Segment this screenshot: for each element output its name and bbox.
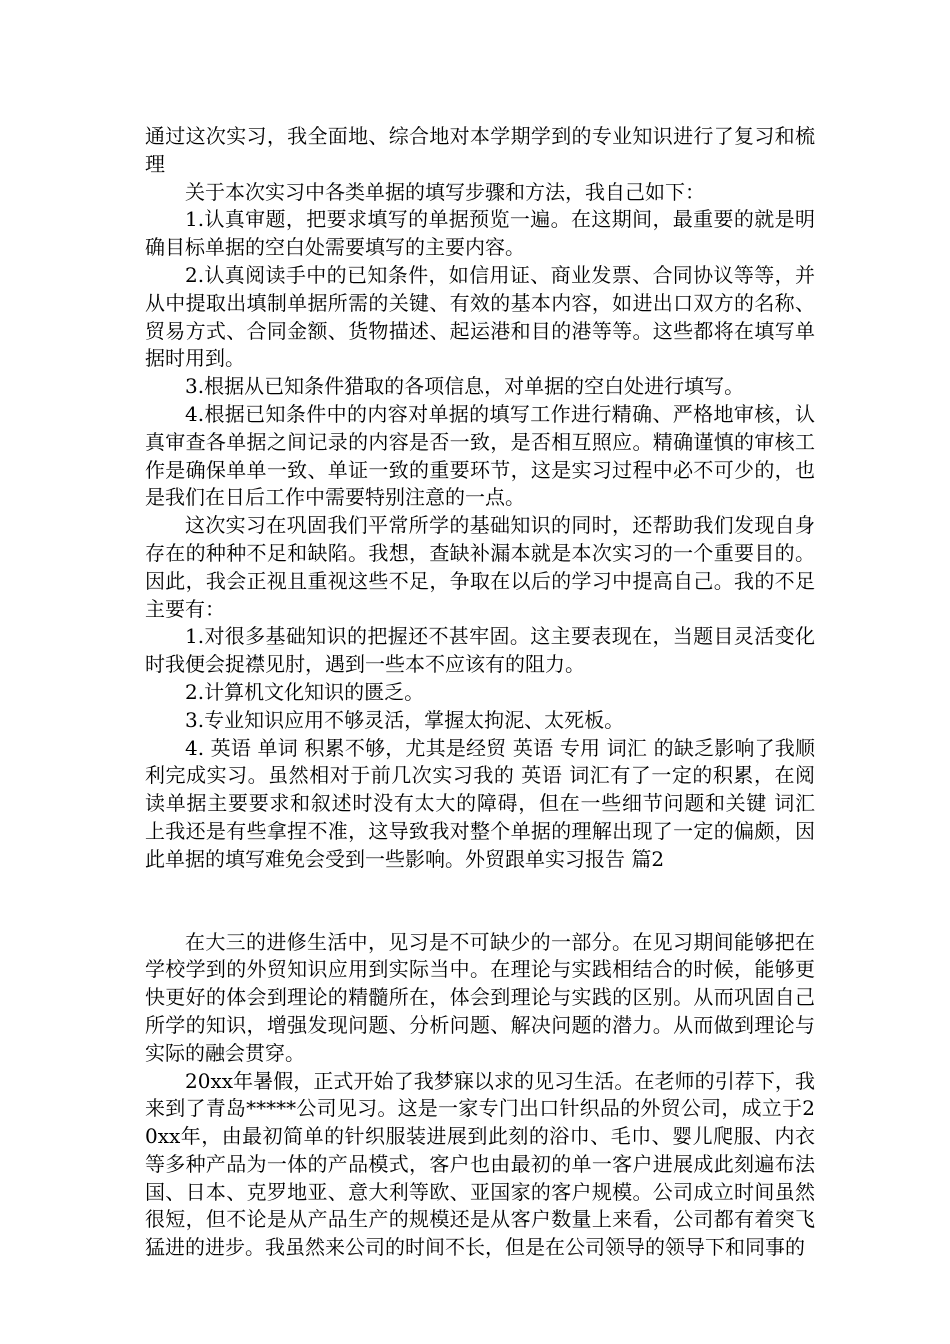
paragraph-shortcomings-intro: 这次实习在巩固我们平常所学的基础知识的同时，还帮助我们发现自身存在的种种不足和缺陷。我想，查缺补漏本就是本次实习的一个重要目的。因此，我会正视且重视这些不足，争取在以后的学习中提高自己。我的不足主要有： bbox=[145, 513, 815, 621]
paragraph-shortcoming-1: 1.对很多基础知识的把握还不甚牢固。这主要表现在，当题目灵活变化时我便会捉襟见肘，遇到一些本不应该有的阻力。 bbox=[145, 624, 815, 677]
paragraph-internship-intro: 在大三的进修生活中，见习是不可缺少的一部分。在见习期间能够把在学校学到的外贸知识应用到实际当中。在理论与实践相结合的时候，能够更快更好的体会到理论的精髓所在，体会到理论与实践的区别。从而巩固自己所学的知识，增强发现问题、分析问题、解决问题的潜力。从而做到理论与实际的融会贯穿。 bbox=[145, 929, 815, 1065]
paragraph-method-heading: 关于本次实习中各类单据的填写步骤和方法，我自己如下： bbox=[185, 179, 705, 204]
section-2 bbox=[145, 929, 815, 1263]
paragraph-intro: 通过这次实习，我全面地、综合地对本学期学到的专业知识进行了复习和梳理 bbox=[145, 124, 815, 176]
paragraph-shortcoming-2: 2.计算机文化知识的匮乏。 bbox=[185, 679, 425, 704]
section-spacer bbox=[145, 874, 815, 929]
paragraph-step-1: 1.认真审题，把要求填写的单据预览一遍。在这期间，最重要的就是明确目标单据的空白处需要填写的主要内容。 bbox=[145, 207, 815, 260]
paragraph-step-4: 4.根据已知条件中的内容对单据的填写工作进行精确、严格地审核，认真审查各单据之间记录的内容是否一致，是否相互照应。精确谨慎的审核工作是确保单单一致、单证一致的重要环节，这是实习过程中必不可少的，也是我们在日后工作中需要特别注意的一点。 bbox=[145, 401, 815, 510]
section-1 bbox=[145, 123, 822, 874]
paragraph-step-2: 2.认真阅读手中的已知条件，如信用证、商业发票、合同协议等等，并从中提取出填制单据所需的关键、有效的基本内容，如进出口双方的名称、贸易方式、合同金额、货物描述、起运港和目的港等等。这些都将在填写单据时用到。 bbox=[145, 262, 815, 371]
document-body bbox=[145, 123, 822, 1262]
paragraph-shortcoming-3: 3.专业知识应用不够灵活，掌握太拘泥、太死板。 bbox=[185, 707, 625, 732]
paragraph-company-description: 20xx年暑假，正式开始了我梦寐以求的见习生活。在老师的引荐下，我来到了青岛*****公司见习。这是一家专门出口针织品的外贸公司，成立于20xx年，由最初简单的针织服装进展到此刻的浴巾、毛巾、婴儿爬服、内衣等多种产品为一体的产品模式，客户也由最初的单一客户进展成此刻遍布法国、日本、克罗地亚、意大利等欧、亚国家的客户规模。公司成立时间虽然很短，但不论是从产品生产的规模还是从客户数量上来看，公司都有着突飞猛进的进步。我虽然来公司的时间不长，但是在公司领导的领导下和同事的 bbox=[145, 1068, 815, 1260]
paragraph-shortcoming-4: 4. 英语 单词 积累不够，尤其是经贸 英语 专用 词汇 的缺乏影响了我顺利完成实习。虽然相对于前几次实习我的 英语 词汇有了一定的积累，在阅读单据主要要求和叙述时没有太大的障碍，但在一些细节问题和关键 词汇 上我还是有些拿捏不准，这导致我对整个单据的理解出现了一定的偏颇，因此单据的填写难免会受到一些影响。外贸跟单实习报告 篇2 bbox=[145, 735, 822, 871]
paragraph-step-3: 3.根据从已知条件猎取的各项信息，对单据的空白处进行填写。 bbox=[185, 374, 745, 399]
